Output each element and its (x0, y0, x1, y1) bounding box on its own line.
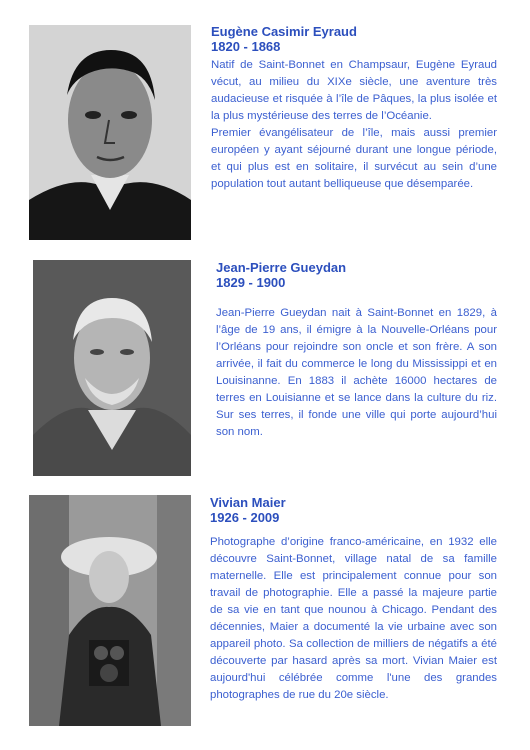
portrait-gueydan-image (33, 260, 191, 476)
text-block-maier (210, 495, 497, 704)
portrait-eyraud (29, 25, 191, 240)
portrait-gueydan (33, 260, 191, 476)
biography-paragraph: Photographe d’origine franco-américaine, en 1932 elle découvre Saint-Bonnet, village natal de sa famille maternelle. Elle est principalement connue pour son travail de photographie. Elle a passé la majeure partie de sa vie en tant que nounou à Chicago. Pendant des décennies, Maier a documenté la vie urbaine avec son appareil photo. Sa collection de milliers de négatifs a été découverte par hasard après sa mort. Vivian Maier est aujourd'hui célébrée comme l'une des grandes photographes de rue du 20e siècle. (210, 536, 497, 701)
biography-text (210, 534, 497, 704)
biography-paragraph: Natif de Saint-Bonnet en Champsaur, Eugène Eyraud vécut, au milieu du XIXe siècle, une aventure très audacieuse et risquée à l’île de Pâques, la plus isolée et la plus mystérieuse des terres de l’Océanie. (211, 59, 497, 122)
text-block-gueydan (216, 260, 497, 441)
text-block-eyraud (211, 24, 497, 193)
person-years: 1926 - 2009 (210, 510, 280, 525)
person-name: Vivian Maier (210, 495, 286, 510)
person-years: 1820 - 1868 (211, 39, 281, 54)
biography-paragraph: Premier évangélisateur de l’île, mais aussi premier européen y ayant séjourné durant une longue période, et qui plus est en solitaire, il survécut au sein d’une population tout autant belliqueuse que désemparée. (211, 127, 497, 190)
biography-text (216, 305, 497, 441)
biography-text (211, 57, 497, 193)
person-years: 1829 - 1900 (216, 275, 286, 290)
person-name: Eugène Casimir Eyraud (211, 24, 357, 39)
portrait-eyraud-image (29, 25, 191, 240)
portrait-maier (29, 495, 191, 726)
biography-paragraph: Jean-Pierre Gueydan nait à Saint-Bonnet en 1829, à l’âge de 19 ans, il émigre à la Nouvelle-Orléans pour l’Orléans pour rejoindre son oncle et son frère. A son arrivée, il fait du commerce le long du Mississippi et en Louisinanne. En 1883 il achète 16000 hectares de terres en Louisianne et se lance dans la culture du riz. Sur ses terres, il fonde une ville qui porte aujourd’hui son nom. (216, 307, 497, 438)
person-name: Jean-Pierre Gueydan (216, 260, 347, 275)
portrait-maier-image (29, 495, 191, 726)
